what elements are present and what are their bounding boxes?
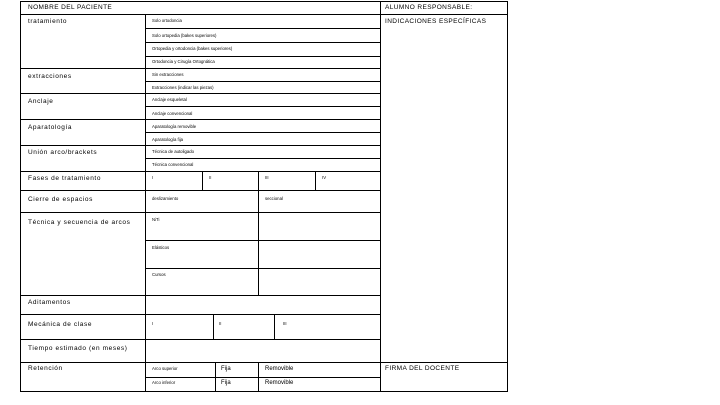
aditamentos-field[interactable] bbox=[145, 295, 381, 315]
tiempo-field[interactable] bbox=[145, 339, 381, 363]
mecanica-option-1[interactable] bbox=[145, 314, 214, 340]
signature-label: FIRMA DEL DOCENTE bbox=[385, 365, 460, 372]
retencion-label: Retención bbox=[28, 365, 63, 372]
cierre-option-1[interactable] bbox=[145, 190, 259, 213]
aparatologia-label: Aparatología bbox=[28, 124, 73, 131]
fases-option-1-label: I bbox=[152, 175, 154, 180]
cierre-option-2-label: seccional bbox=[265, 196, 283, 201]
tratamiento-option-3-label: Ortopedia y ortodoncia (bakes superiores) bbox=[152, 46, 233, 51]
mecanica-option-3[interactable] bbox=[274, 314, 381, 340]
tratamiento-option-2-label: Solo ortopedia (bakes superiores) bbox=[152, 33, 217, 38]
extracciones-label: extracciones bbox=[28, 73, 72, 80]
indications-box[interactable] bbox=[380, 14, 508, 363]
tecnica-option-1-label: NiTi bbox=[152, 217, 160, 222]
anclaje-label: Anclaje bbox=[28, 98, 54, 105]
cierre-option-1-label: deslizamiento bbox=[152, 196, 179, 201]
anclaje-option-1-label: Anclaje esqueletal bbox=[152, 97, 187, 102]
mecanica-label: Mecánica de clase bbox=[28, 321, 93, 328]
fases-option-3[interactable] bbox=[258, 171, 316, 191]
tratamiento-option-1-label: Solo ortodoncia bbox=[152, 18, 182, 23]
fases-option-2-label: II bbox=[209, 175, 212, 180]
tratamiento-option-4-label: Ortodoncia y Cirugía Ortognática bbox=[152, 59, 215, 64]
anclaje-option-2-label: Anclaje convencional bbox=[152, 111, 193, 116]
tecnica-option-1[interactable] bbox=[145, 212, 259, 241]
tecnica-option-3-label: Cursos bbox=[152, 272, 166, 277]
retencion-lower-removable-label: Removible bbox=[265, 380, 294, 386]
retencion-lower-fixed-label: Fija bbox=[221, 380, 231, 386]
cierre-option-2[interactable] bbox=[258, 190, 381, 213]
cierre-label: Cierre de espacios bbox=[28, 196, 93, 203]
fases-option-3-label: III bbox=[265, 175, 269, 180]
mecanica-option-1-label: I bbox=[152, 321, 154, 326]
aparatologia-option-1-label: Aparatología removible bbox=[152, 124, 197, 129]
fases-option-4-label: IV bbox=[322, 175, 327, 180]
union-label: Unión arco/brackets bbox=[28, 149, 98, 156]
fases-option-4[interactable] bbox=[315, 171, 381, 191]
extracciones-label-cell bbox=[20, 68, 146, 94]
retencion-upper-removable-label: Removible bbox=[265, 366, 294, 372]
mecanica-option-3-label: III bbox=[283, 321, 287, 326]
mecanica-option-2[interactable] bbox=[213, 314, 275, 340]
student-label: ALUMNO RESPONSABLE: bbox=[385, 4, 473, 11]
retencion-arch-upper-label: Arco superior bbox=[152, 366, 178, 371]
indications-label: INDICACIONES ESPECÍFICAS bbox=[385, 18, 487, 25]
fases-label: Fases de tratamiento bbox=[28, 175, 102, 182]
extracciones-option-1-label: Sin extracciones bbox=[152, 72, 184, 77]
fases-option-1[interactable] bbox=[145, 171, 203, 191]
tecnica-option-3-value[interactable] bbox=[258, 268, 381, 296]
retencion-arch-lower-label: Arco inferior bbox=[152, 380, 176, 385]
tecnica-label: Técnica y secuencia de arcos bbox=[28, 219, 131, 226]
aparatologia-option-2-label: Aparatología fija bbox=[152, 137, 184, 142]
tiempo-label: Tiempo estimado (en meses) bbox=[28, 345, 128, 352]
extracciones-option-2-label: Extracciones (indicar las piezas) bbox=[152, 85, 214, 90]
patient-name-label: NOMBRE DEL PACIENTE bbox=[28, 4, 113, 11]
retencion-upper-fixed-label: Fija bbox=[221, 366, 231, 372]
union-option-2-label: Técnica convencional bbox=[152, 162, 194, 167]
fases-option-2[interactable] bbox=[202, 171, 259, 191]
aditamentos-label: Aditamentos bbox=[28, 299, 71, 306]
union-option-1-label: Técnica de autoligado bbox=[152, 149, 195, 154]
tratamiento-label: tratamiento bbox=[28, 18, 68, 25]
tecnica-option-2-label: Elásticos bbox=[152, 245, 170, 250]
tecnica-option-1-value[interactable] bbox=[258, 212, 381, 241]
mecanica-option-2-label: II bbox=[219, 321, 222, 326]
tecnica-option-2-value[interactable] bbox=[258, 240, 381, 269]
